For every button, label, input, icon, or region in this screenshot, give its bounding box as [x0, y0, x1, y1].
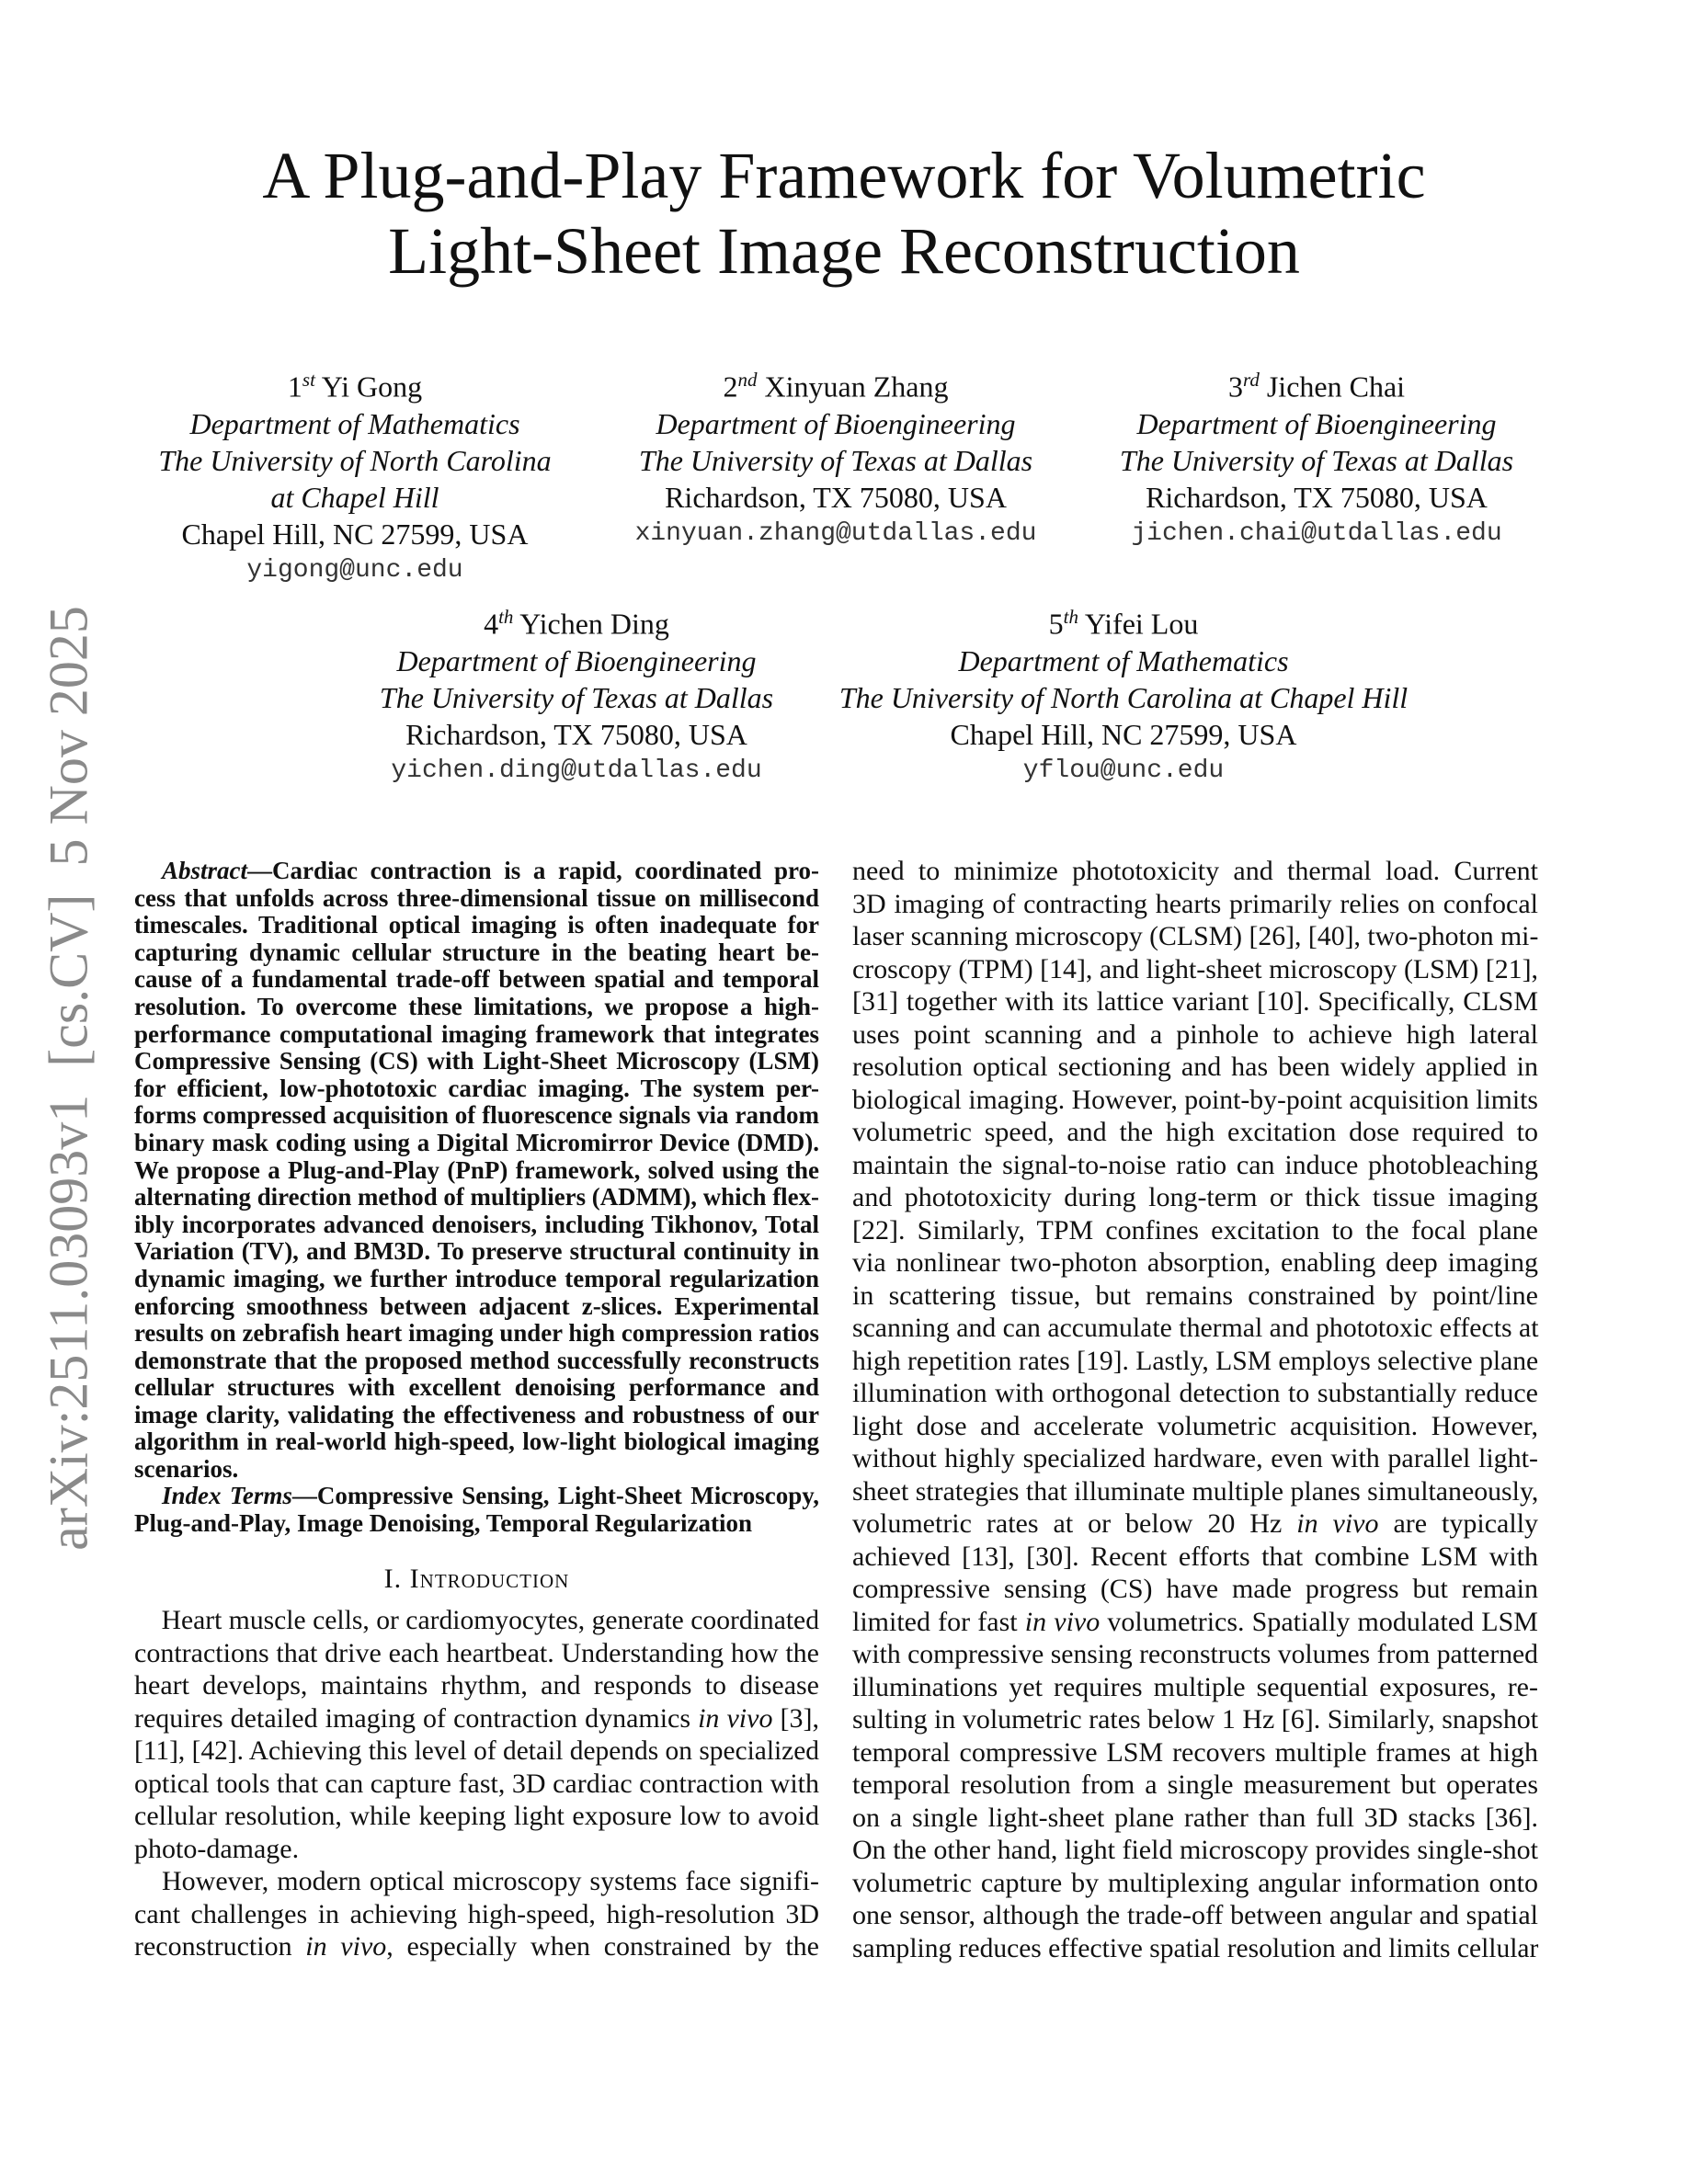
text-segment: [3],	[772, 1702, 819, 1734]
text-line: algorithm in real-world high-speed, low-light biological imaging	[134, 1428, 819, 1456]
author-ordinal-suffix: th	[1063, 606, 1078, 628]
text-line: binary mask coding using a Digital Micromirror Device (DMD).	[134, 1128, 819, 1156]
text-line: 3D imaging of contracting hearts primarily relies on confocal	[852, 888, 1538, 919]
text-segment: reconstruction	[134, 1931, 306, 1962]
text-line: illuminations yet requires multiple sequential exposures, re-	[852, 1671, 1538, 1702]
text-line: timescales. Traditional optical imaging is often inadequate for	[134, 911, 819, 939]
author-email[interactable]: jichen.chai@utdallas.edu	[1131, 518, 1502, 548]
author-name	[839, 598, 1408, 643]
text-segment: volumetrics. Spatially modulated LSM	[1100, 1606, 1538, 1637]
text-segment: are typically	[1378, 1508, 1539, 1539]
author-address: Richardson, TX 75080, USA	[665, 480, 1007, 514]
title-line-2: Light-Sheet Image Reconstruction	[388, 214, 1300, 288]
text-line: photo-damage.	[134, 1833, 300, 1864]
author-ordinal: 5	[1048, 607, 1064, 641]
text-line: sampling reduces effective spatial resolution and limits cellular	[852, 1932, 1539, 1963]
author-name-text: Yifei Lou	[1078, 607, 1199, 641]
text-line: sulting in volumetric rates below 1 Hz [6]. Similarly, snapshot	[852, 1704, 1539, 1735]
italic-text: Index Terms	[162, 1482, 292, 1509]
author-block	[839, 598, 1408, 790]
text-line: maintain the signal-to-noise ratio can induce photobleaching	[852, 1149, 1538, 1180]
intro-paragraph-2	[134, 1865, 819, 1963]
author-name-text: Yi Gong	[314, 370, 423, 404]
text-line: dynamic imaging, we further introduce temporal regularization	[134, 1264, 819, 1292]
text-line	[134, 1483, 819, 1510]
text-line: Compressive Sensing (CS) with Light-Sheet Microscopy (LSM)	[134, 1047, 819, 1075]
text-line: [31] together with its lattice variant [10]. Specifically, CLSM	[852, 986, 1538, 1017]
author-ordinal-suffix: rd	[1242, 369, 1260, 391]
text-line: resolution optical sectioning and has been widely applied in	[852, 1052, 1538, 1082]
text-line: achieved [13], [30]. Recent efforts that combine LSM with	[852, 1541, 1538, 1572]
text-line: compressive sensing (CS) have made progress but remain	[852, 1574, 1538, 1604]
text-line: On the other hand, light field microscopy provides single-shot	[852, 1835, 1538, 1865]
author-university: The University of Texas at Dallas	[1119, 443, 1514, 477]
text-line: ibly incorporates advanced denoisers, including Tikhonov, Total	[134, 1210, 819, 1238]
text-segment: requires detailed imaging of contraction dynamics	[134, 1702, 699, 1734]
author-ordinal: 3	[1227, 370, 1243, 404]
author-ordinal-suffix: th	[498, 606, 514, 628]
text-line: cess that unfolds across three-dimensional tissue on millisecond	[134, 883, 819, 912]
text-line: cellular resolution, while keeping light exposure low to avoid	[134, 1801, 819, 1831]
text-line: Variation (TV), and BM3D. To preserve structural continuity in	[134, 1237, 819, 1266]
author-address: Chapel Hill, NC 27599, USA	[950, 717, 1297, 751]
text-line: one sensor, although the trade-off between angular and spatial	[852, 1900, 1538, 1930]
text-line: light dose and accelerate volumetric acquisition. However,	[852, 1410, 1538, 1441]
author-university: The University of North Carolina at Chapel Hill	[838, 680, 1409, 714]
text-line	[852, 1606, 1538, 1639]
author-email[interactable]: xinyuan.zhang@utdallas.edu	[634, 518, 1037, 548]
text-segment: —Compressive Sensing, Light-Sheet Microscopy,	[291, 1482, 819, 1509]
author-name-text: Jichen Chai	[1259, 370, 1406, 404]
text-line: performance computational imaging framework that integrates	[134, 1019, 819, 1048]
author-address: Richardson, TX 75080, USA	[1146, 480, 1488, 514]
author-department: Department of Bioengineering	[656, 406, 1016, 440]
text-line: Plug-and-Play, Image Denoising, Temporal Regularization	[134, 1508, 753, 1537]
text-line: illumination with orthogonal detection to substantially reduce	[852, 1378, 1538, 1408]
italic-text: in vivo	[1296, 1508, 1379, 1539]
text-line	[134, 1930, 819, 1963]
text-line: cellular structures with excellent denoising performance and	[134, 1373, 819, 1402]
text-line: volumetric speed, and the high excitation dose required to	[852, 1117, 1538, 1147]
text-segment: limited for fast	[852, 1606, 1025, 1637]
text-line: image clarity, validating the effectiveness and robustness of our	[134, 1400, 819, 1428]
index-terms	[134, 1483, 819, 1537]
text-line: cant challenges in achieving high-speed, high-resolution 3D	[134, 1898, 819, 1929]
text-line: high repetition rates [19]. Lastly, LSM employs selective plane	[852, 1345, 1539, 1376]
text-line: alternating direction method of multipliers (ADMM), which flex-	[134, 1183, 819, 1211]
text-line: sheet strategies that illuminate multiple planes simultaneously,	[852, 1475, 1539, 1507]
section-heading: I. Introduction	[383, 1564, 570, 1594]
text-line: demonstrate that the proposed method successfully reconstructs	[134, 1346, 819, 1374]
text-line: We propose a Plug-and-Play (PnP) framework, solved using the	[134, 1155, 819, 1184]
author-university: The University of Texas at Dallas	[379, 680, 774, 714]
text-segment: volumetric rates at or below 20 Hz	[852, 1508, 1297, 1539]
text-line: However, modern optical microscopy systems face signifi-	[162, 1866, 819, 1896]
text-segment: , especially when constrained by the	[386, 1931, 819, 1962]
author-block	[1120, 361, 1513, 552]
right-column-text	[852, 855, 1538, 1964]
author-department: Department of Bioengineering	[396, 643, 757, 677]
author-email[interactable]: yichen.ding@utdallas.edu	[391, 756, 762, 785]
text-line: forms compressed acquisition of fluorescence signals via random	[134, 1101, 819, 1130]
text-line: resolution. To overcome these limitations, we propose a high-	[134, 992, 819, 1020]
author-university: at Chapel Hill	[270, 480, 439, 514]
title-line-1: A Plug-and-Play Framework for Volumetric	[262, 139, 1426, 212]
text-line: results on zebrafish heart imaging under high compression ratios	[134, 1319, 819, 1348]
text-line: volumetric capture by multiplexing angular information onto	[852, 1867, 1538, 1898]
author-ordinal: 1	[287, 370, 302, 404]
text-line: and phototoxicity during long-term or thick tissue imaging	[852, 1182, 1538, 1212]
author-name	[635, 361, 1037, 405]
text-line	[134, 1702, 819, 1735]
text-line: without highly specialized hardware, even with parallel light-	[852, 1443, 1538, 1473]
text-line: on a single light-sheet plane rather than full 3D stacks [36].	[852, 1802, 1538, 1833]
author-address: Chapel Hill, NC 27599, USA	[181, 517, 529, 551]
italic-text: Abstract	[162, 857, 248, 884]
author-email[interactable]: yflou@unc.edu	[1022, 756, 1225, 785]
author-name-text: Yichen Ding	[513, 607, 669, 641]
text-line: for efficient, low-phototoxic cardiac imaging. The system per-	[134, 1074, 819, 1102]
author-ordinal-suffix: nd	[737, 369, 758, 391]
intro-paragraph-1	[134, 1604, 819, 1865]
text-line: cause of a fundamental trade-off between spatial and temporal	[134, 965, 819, 994]
text-line: Heart muscle cells, or cardiomyocytes, generate coordinated	[161, 1605, 819, 1635]
author-department: Department of Mathematics	[958, 643, 1289, 677]
text-line: temporal compressive LSM recovers multiple frames at high	[852, 1736, 1538, 1768]
author-address: Richardson, TX 75080, USA	[405, 717, 747, 751]
text-line: biological imaging. However, point-by-point acquisition limits	[852, 1084, 1538, 1115]
author-university: The University of Texas at Dallas	[638, 443, 1033, 477]
author-block	[158, 361, 551, 589]
author-university: The University of North Carolina	[158, 443, 552, 477]
author-ordinal-suffix: st	[302, 369, 315, 391]
text-line: capturing dynamic cellular structure in the beating heart be-	[134, 938, 819, 966]
author-department: Department of Bioengineering	[1136, 406, 1497, 440]
text-line: optical tools that can capture fast, 3D cardiac contraction with	[134, 1768, 819, 1799]
text-line: [11], [42]. Achieving this level of detail depends on specialized	[134, 1735, 819, 1766]
text-line: temporal resolution from a single measurement but operates	[852, 1769, 1538, 1800]
text-line: laser scanning microscopy (CLSM) [26], [40], two-photon mi-	[852, 921, 1539, 951]
text-line: uses point scanning and a pinhole to achieve high lateral	[852, 1018, 1538, 1050]
author-block	[380, 598, 773, 790]
text-line: with compressive sensing reconstructs volumes from patterned	[852, 1639, 1538, 1669]
author-ordinal: 2	[723, 370, 738, 404]
italic-text: in vivo	[698, 1702, 773, 1734]
text-line: need to minimize phototoxicity and thermal load. Current	[852, 856, 1538, 886]
abstract	[134, 858, 819, 1484]
text-line: enforcing smoothness between adjacent z-slices. Experimental	[134, 1291, 819, 1320]
text-segment: —Cardiac contraction is a rapid, coordinated pro-	[247, 857, 819, 884]
author-name-text: Xinyuan Zhang	[757, 370, 949, 404]
text-line: croscopy (TPM) [14], and light-sheet microscopy (LSM) [21],	[852, 953, 1539, 984]
text-line: scanning and can accumulate thermal and phototoxic effects at	[852, 1313, 1539, 1343]
author-department: Department of Mathematics	[189, 406, 520, 440]
author-name	[158, 361, 551, 405]
paper-title	[0, 138, 1688, 289]
author-name	[1120, 361, 1513, 405]
text-line: [22]. Similarly, TPM confines excitation to the focal plane	[852, 1214, 1538, 1246]
text-line	[852, 1507, 1538, 1541]
author-ordinal: 4	[484, 607, 499, 641]
italic-text: in vivo	[1024, 1606, 1101, 1637]
text-line	[134, 858, 819, 885]
italic-text: in vivo	[305, 1931, 387, 1962]
author-block	[635, 361, 1037, 552]
author-name	[380, 598, 773, 643]
text-line: heart develops, maintains rhythm, and responds to disease	[134, 1670, 819, 1701]
author-email[interactable]: yigong@unc.edu	[246, 555, 463, 585]
arxiv-identifier-stamp: arXiv:2511.03093v1 [cs.CV] 5 Nov 2025	[38, 606, 99, 1551]
text-line: scenarios.	[134, 1455, 239, 1484]
text-line: contractions that drive each heartbeat. Understanding how the	[134, 1637, 819, 1668]
text-line: in scattering tissue, but remains constrained by point/line	[852, 1280, 1538, 1311]
text-line: via nonlinear two-photon absorption, enabling deep imaging	[852, 1247, 1538, 1278]
